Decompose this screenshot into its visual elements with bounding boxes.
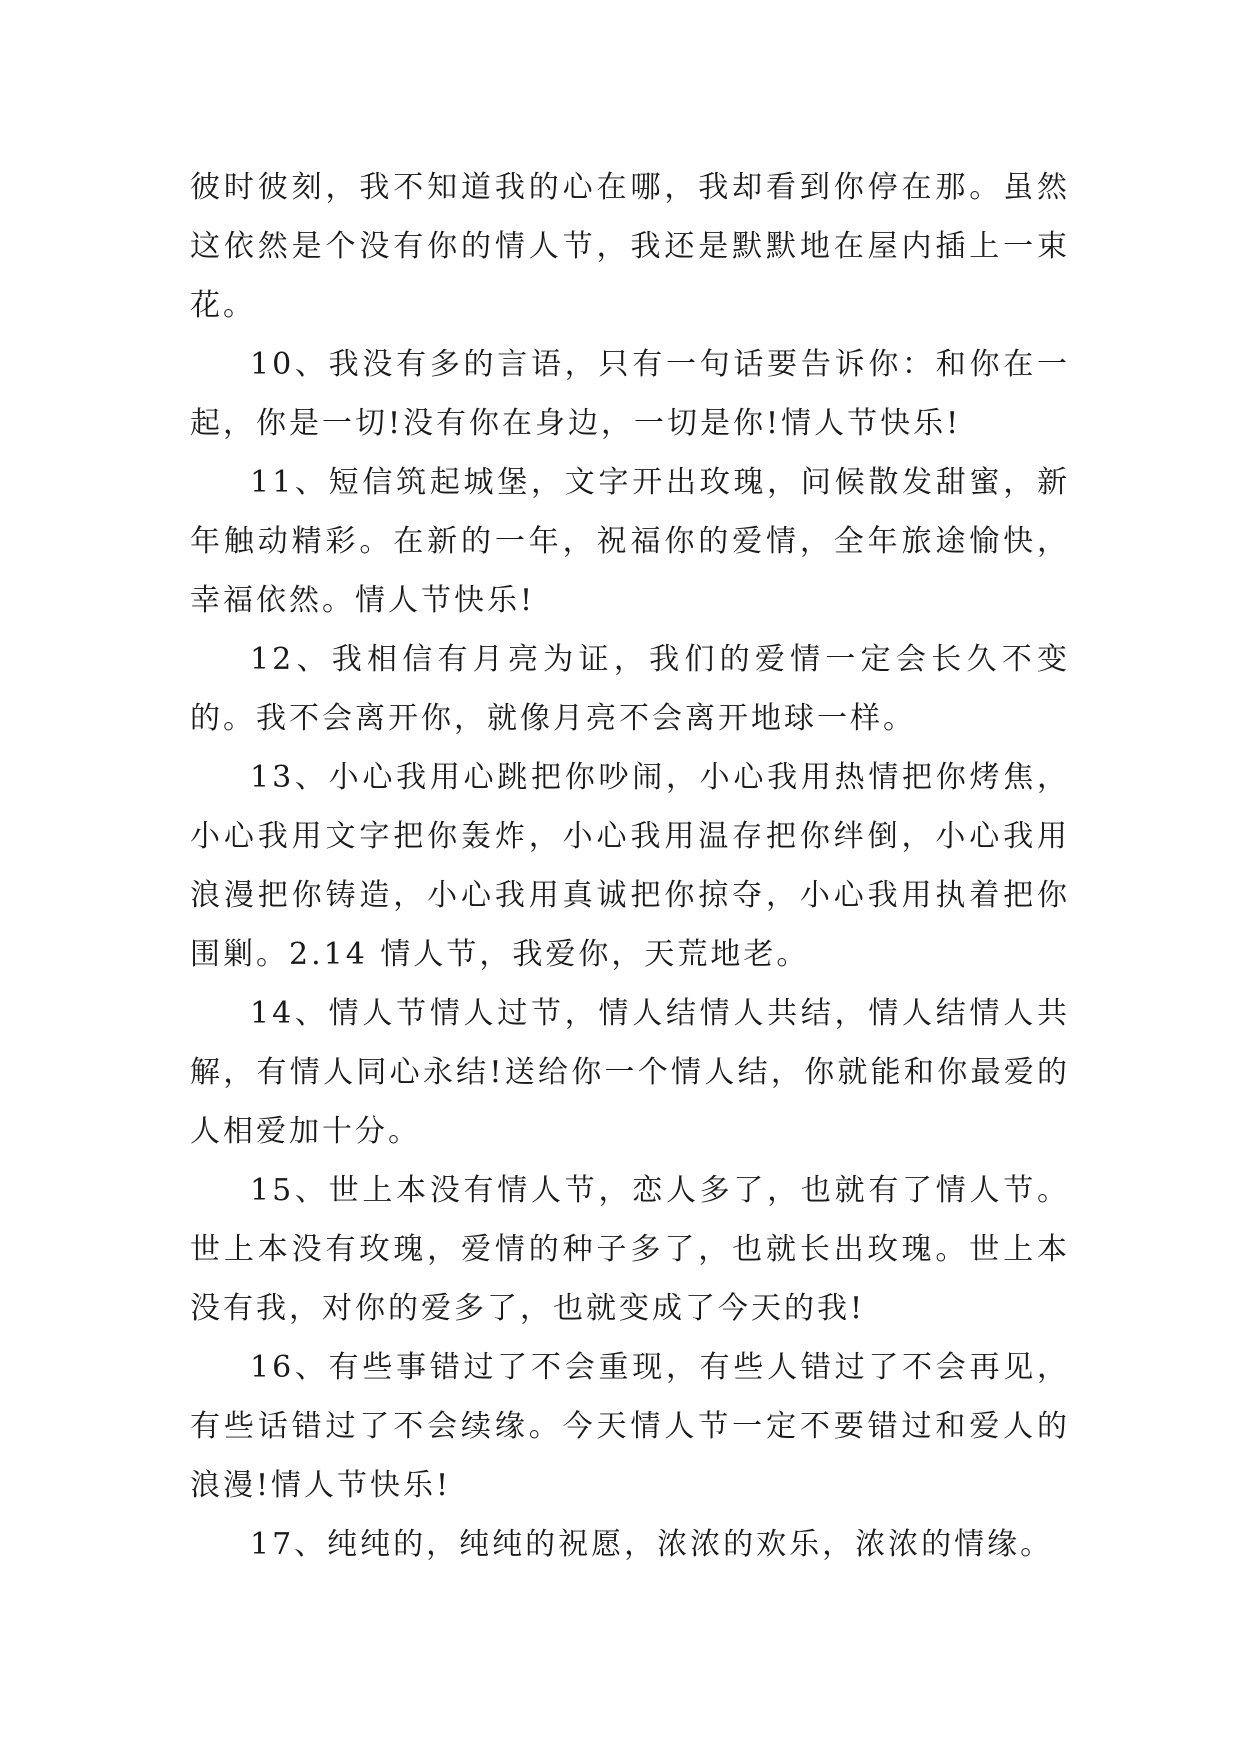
paragraph-15: 15、世上本没有情人节，恋人多了，也就有了情人节。世上本没有玫瑰，爱情的种子多了，也就长出玫瑰。世上本没有我，对你的爱多了，也就变成了今天的我! bbox=[190, 1173, 1070, 1326]
paragraph-16: 16、有些事错过了不会重现，有些人错过了不会再见，有些话错过了不会续缘。今天情人节一定不要错过和爱人的浪漫!情人节快乐! bbox=[190, 1350, 1070, 1503]
paragraph-12: 12、我相信有月亮为证，我们的爱情一定会长久不变的。我不会离开你，就像月亮不会离开地球一样。 bbox=[190, 642, 1070, 736]
paragraph-13: 13、小心我用心跳把你吵闹，小心我用热情把你烤焦，小心我用文字把你轰炸，小心我用温存把你绊倒，小心我用浪漫把你铸造，小心我用真诚把你掠夺，小心我用执着把你围剿。2.14 情人节，我爱你，天荒地老。 bbox=[190, 760, 1070, 972]
paragraph-17: 17、纯纯的，纯纯的祝愿，浓浓的欢乐，浓浓的情缘。 bbox=[250, 1527, 1054, 1562]
paragraph-continuation: 彼时彼刻，我不知道我的心在哪，我却看到你停在那。虽然这依然是个没有你的情人节，我还是默默地在屋内插上一束花。 bbox=[190, 170, 1070, 323]
paragraph-11: 11、短信筑起城堡，文字开出玫瑰，问候散发甜蜜，新年触动精彩。在新的一年，祝福你的爱情，全年旅途愉快，幸福依然。情人节快乐! bbox=[190, 465, 1070, 618]
paragraph-10: 10、我没有多的言语，只有一句话要告诉你：和你在一起，你是一切!没有你在身边，一切是你!情人节快乐! bbox=[190, 347, 1070, 441]
paragraph-14: 14、情人节情人过节，情人结情人共结，情人结情人共解，有情人同心永结!送给你一个情人结，你就能和你最爱的人相爱加十分。 bbox=[190, 996, 1070, 1149]
document-body bbox=[190, 158, 1070, 1574]
